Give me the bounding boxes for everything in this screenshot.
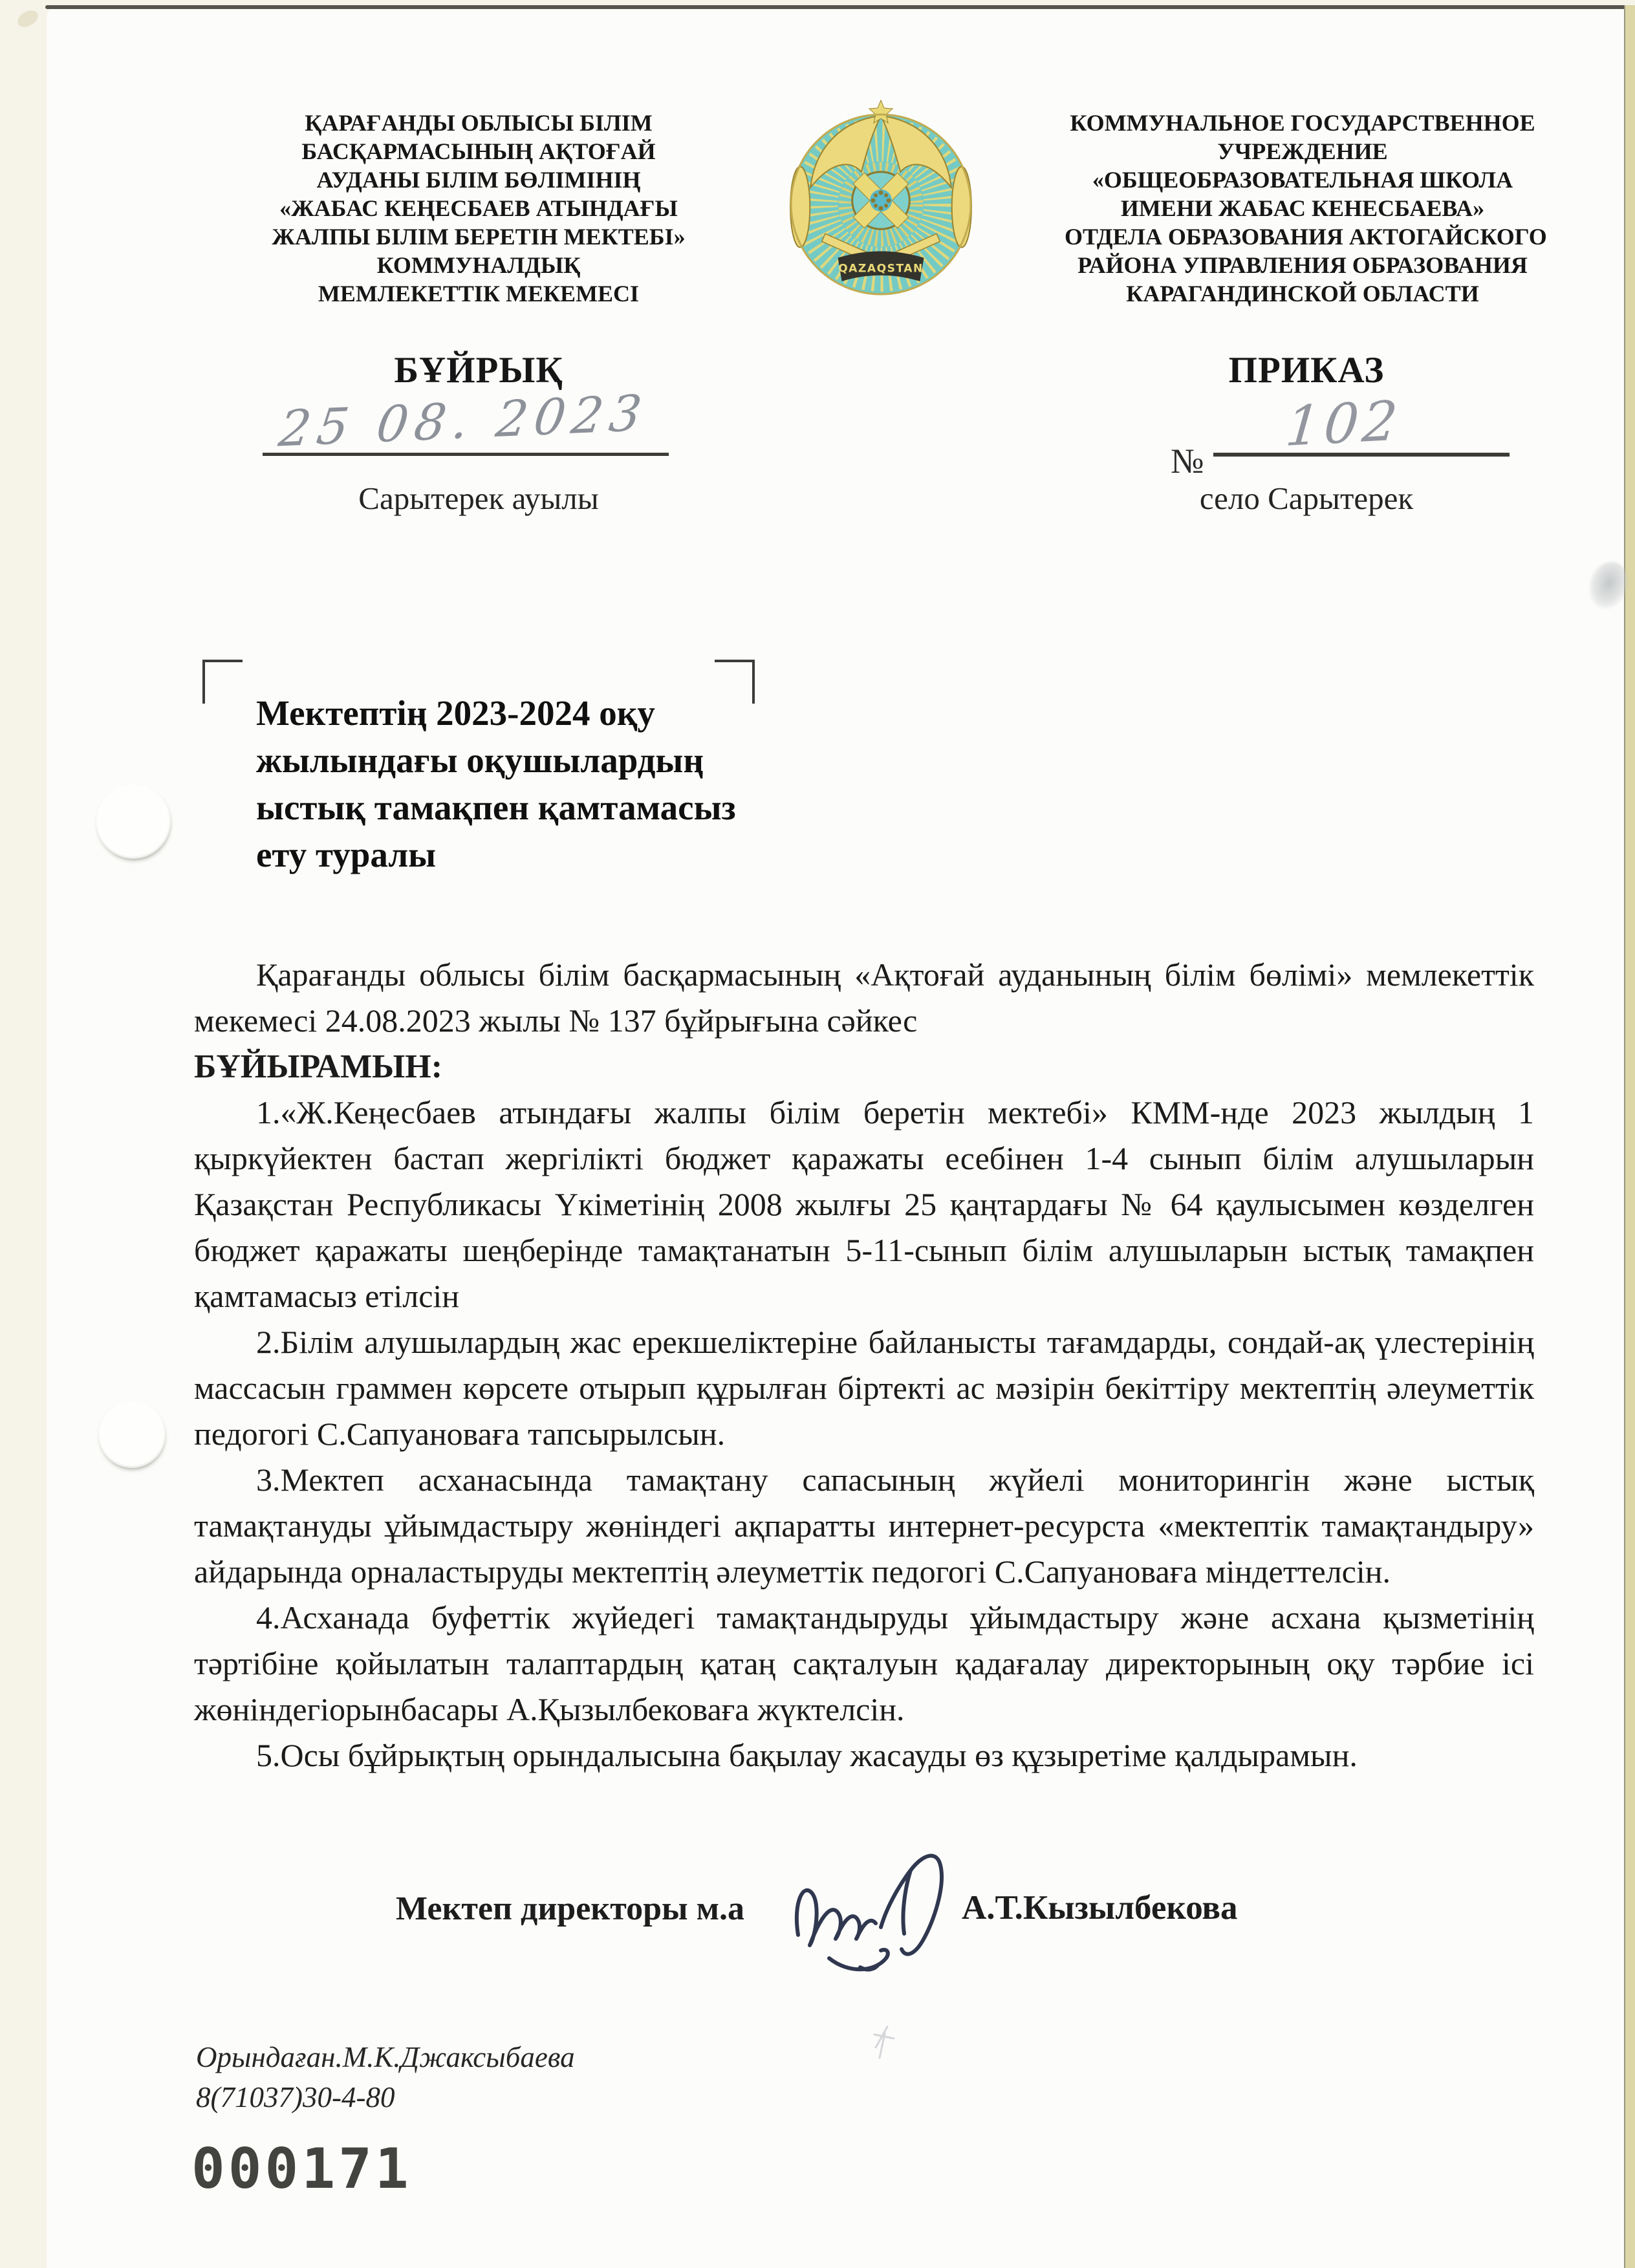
order-subject	[256, 689, 767, 878]
org-ru-line: ОТДЕЛА ОБРАЗОВАНИЯ АКТОГАЙСКОГО	[1065, 224, 1547, 250]
signer-name: А.Т.Кызылбекова	[962, 1889, 1238, 1927]
org-kk-line: «ЖАБАС КЕҢЕСБАЕВ АТЫНДАҒЫ	[279, 195, 678, 221]
subject-line: ыстық тамақпен қамтамасыз	[256, 788, 736, 827]
subject-line: Мектептің 2023-2024 оқу	[256, 693, 655, 733]
scan-top-edge-line	[45, 5, 1635, 9]
executor-name: Орындаған.М.К.Джаксыбаева	[196, 2041, 575, 2073]
number-sign: №	[1171, 442, 1204, 481]
org-ru-line: КОММУНАЛЬНОЕ ГОСУДАРСТВЕННОЕ	[1070, 110, 1535, 136]
order-title-russian: ПРИКАЗ	[1228, 350, 1385, 391]
org-kk-line: БАСҚАРМАСЫНЫҢ АҚТОҒАЙ	[301, 138, 656, 164]
handwritten-order-number: 102	[1283, 389, 1404, 459]
org-kk-line: ҚАРАҒАНДЫ ОБЛЫСЫ БІЛІМ	[305, 110, 653, 136]
place-russian: село Сарытерек	[1199, 481, 1414, 516]
order-item-1: 1.«Ж.Кеңесбаев атындағы жалпы білім беретін мектебі» КММ-нде 2023 жылдың 1 қыркүйектен бастап жергілікті бюджет қаражаты есебінен 1-4 сынып білім алушыларын Қазақстан Республикасы Үкіметінің 2008 жылғы 25 қаңтардағы № 64 қаулысымен көзделген бюджет қаражаты шеңберінде тамақтанатын 5-11-сынып білім алушыларын ыстық тамақпен қамтамасыз етілсін	[194, 1094, 1534, 1314]
executor-block	[196, 2037, 575, 2117]
kazakhstan-emblem-icon	[783, 94, 979, 305]
org-ru-line: ИМЕНИ ЖАБАС КЕНЕСБАЕВА»	[1120, 195, 1485, 221]
org-name-russian	[1065, 109, 1547, 308]
org-ru-line: УЧРЕЖДЕНИЕ	[1217, 138, 1388, 164]
handwritten-signature	[784, 1831, 984, 1987]
org-ru-line: РАЙОНА УПРАВЛЕНИЯ ОБРАЗОВАНИЯ	[1077, 252, 1528, 278]
org-name-kazakh	[251, 109, 706, 308]
org-ru-line: КАРАГАНДИНСКОЙ ОБЛАСТИ	[1126, 281, 1479, 307]
pencil-mark-artifact	[865, 2022, 904, 2067]
org-kk-line: КОММУНАЛДЫҚ	[376, 252, 581, 278]
org-kk-line: ЖАЛПЫ БІЛІМ БЕРЕТІН МЕКТЕБІ»	[272, 224, 686, 250]
order-body	[194, 952, 1534, 1778]
document-registration-number: 000171	[191, 2137, 412, 2201]
scan-smudge	[15, 7, 41, 30]
subject-line: жылындағы оқушылардың	[256, 740, 704, 780]
org-kk-line: МЕМЛЕКЕТТІК МЕКЕМЕСІ	[318, 281, 640, 307]
subject-corner-bracket-left	[202, 660, 243, 704]
date-underline	[263, 453, 669, 456]
order-item-5: 5.Осы бұйрықтың орындалысына бақылау жасауды өз құзыретіме қалдырамын.	[256, 1737, 1358, 1773]
number-underline	[1213, 453, 1510, 457]
scan-right-edge-strip	[1624, 5, 1635, 2268]
place-kazakh: Сарытерек ауылы	[358, 481, 599, 516]
org-ru-line: «ОБЩЕОБРАЗОВАТЕЛЬНАЯ ШКОЛА	[1092, 167, 1513, 193]
order-item-2: 2.Білім алушылардың жас ерекшеліктеріне байланысты тағамдарды, сондай-ақ үлестерінің массасын граммен көрсете отырып құрылған біртекті ас мәзірін бекіттіру мектептің әлеуметтік педогогі С.Сапуановаға тапсырылсын.	[194, 1324, 1534, 1452]
order-title-kazakh: БҰЙРЫҚ	[394, 350, 563, 391]
handwritten-date: 25 08. 2023	[276, 383, 651, 458]
executor-phone: 8(71037)30-4-80	[196, 2081, 395, 2113]
order-item-3: 3.Мектеп асханасында тамақтану сапасының жүйелі мониторингін және ыстық тамақтануды ұйымдастыру жөніндегі ақпаратты интернет-ресурста «мектептік тамақтандыру» айдарында орналастыруды мектептің әлеуметтік педогогі С.Сапуановаға міндеттелсін.	[194, 1462, 1534, 1590]
resolve-word: БҰЙЫРАМЫН:	[194, 1048, 443, 1085]
intro-paragraph: Қарағанды облысы білім басқармасының «Ақтоғай ауданының білім бөлімі» мемлекеттік мекемесі 24.08.2023 жылы № 137 бұйрығына сәйкес	[194, 956, 1534, 1039]
org-kk-line: АУДАНЫ БІЛІМ БӨЛІМІНІҢ	[316, 167, 641, 193]
subject-line: ету туралы	[256, 835, 437, 874]
signer-role: Мектеп директоры м.а	[396, 1890, 745, 1927]
order-item-4: 4.Асханада буфеттік жүйедегі тамақтандыруды ұйымдастыру және асхана қызметінің тәртібіне қойылатын талаптардың қатаң сақталуын қадағалау директорының оқу тәрбие ісі жөніндегіорынбасары А.Қызылбековаға жүктелсін.	[194, 1599, 1534, 1727]
emblem-banner-text: QAZAQSTAN	[838, 262, 924, 275]
